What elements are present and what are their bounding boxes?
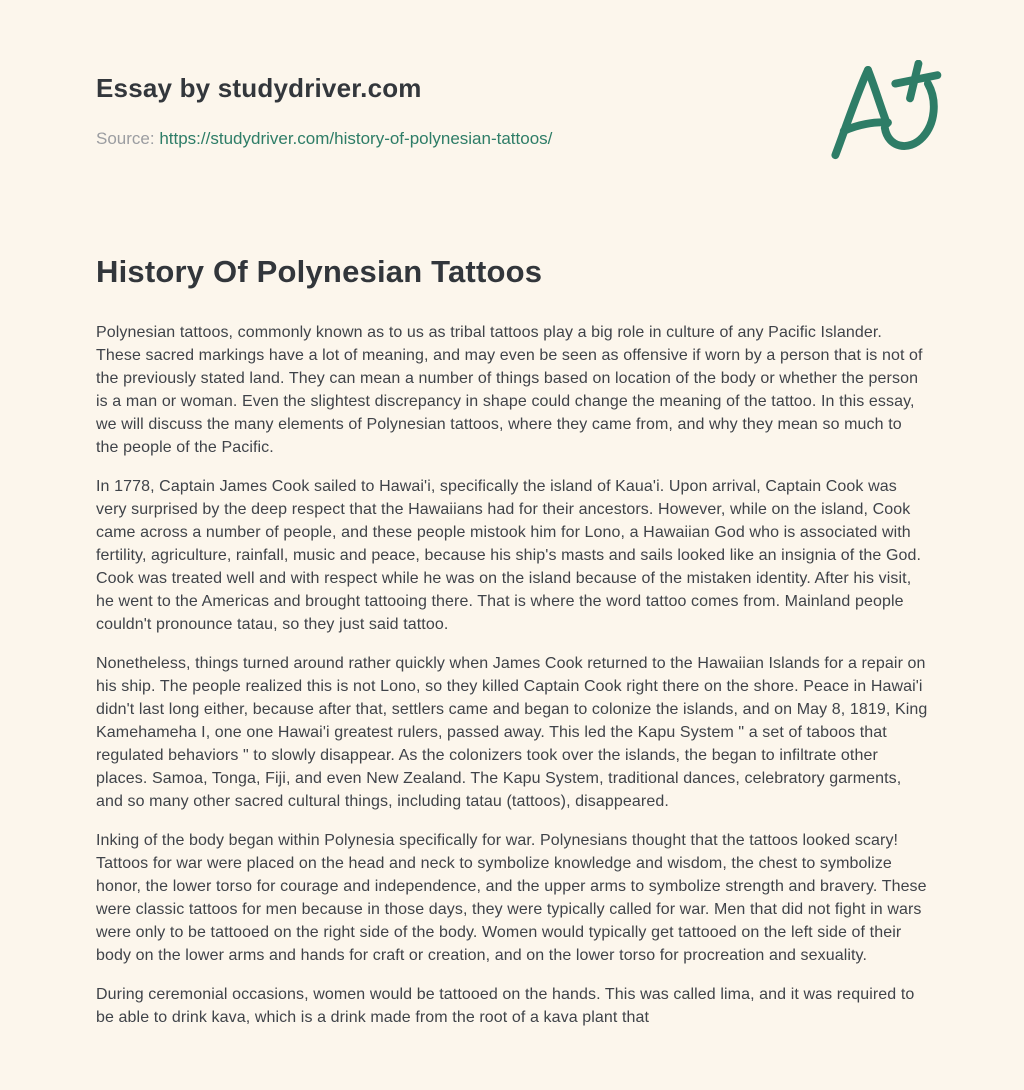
essay-body <box>96 321 928 1029</box>
source-link[interactable]: https://studydriver.com/history-of-polynesian-tattoos/ <box>159 128 553 148</box>
page-header <box>96 74 928 149</box>
source-label: Source: <box>96 128 155 148</box>
essay-paragraph: In 1778, Captain James Cook sailed to Hawai'i, specifically the island of Kaua'i. Upon arrival, Captain Cook was very surprised by the deep respect that the Hawaiians had for their ancestors. However, while on the island, Cook came across a number of people, and these people mistook him for Lono, a Hawaiian God who is associated with fertility, agriculture, rainfall, music and peace, because his ship's masts and sails looked like an insignia of the God. Cook was treated well and with respect while he was on the island because of the mistaken identity. After his visit, he went to the Americas and brought tattooing there. That is where the word tattoo comes from. Mainland people couldn't pronounce tatau, so they just said tattoo. <box>96 477 922 633</box>
source-line <box>96 129 928 149</box>
a-plus-logo-icon <box>828 60 950 164</box>
byline: Essay by studydriver.com <box>96 73 422 103</box>
essay-paragraph: During ceremonial occasions, women would be tattooed on the hands. This was called lima, and it was required to be able to drink kava, which is a drink made from the root of a kava plant that <box>96 985 915 1026</box>
essay-title: History Of Polynesian Tattoos <box>96 253 543 289</box>
essay-paragraph: Inking of the body began within Polynesia specifically for war. Polynesians thought that the tattoos looked scary! Tattoos for war were placed on the head and neck to symbolize knowledge and wisdom, the chest to symbolize honor, the lower torso for courage and independence, and the upper arms to symbolize strength and bravery. These were classic tattoos for men because in those days, they were typically called for war. Men that did not fight in wars were only to be tattooed on the right side of the body. Women would typically get tattooed on the left side of their body on the lower arms and hands for craft or creation, and on the lower torso for procreation and sexuality. <box>96 831 927 964</box>
essay-paragraph: Nonetheless, things turned around rather quickly when James Cook returned to the Hawaiian Islands for a repair on his ship. The people realized this is not Lono, so they killed Captain Cook right there on the shore. Peace in Hawai'i didn't last long either, because after that, settlers came and began to colonize the islands, and on May 8, 1819, King Kamehameha I, one one Hawai'i greatest rulers, passed away. This led the Kapu System " a set of taboos that regulated behaviors " to slowly disappear. As the colonizers took over the islands, the began to infiltrate other places. Samoa, Tonga, Fiji, and even New Zealand. The Kapu System, traditional dances, celebratory garments, and so many other sacred cultural things, including tatau (tattoos), disappeared. <box>96 654 928 810</box>
essay-paragraph: Polynesian tattoos, commonly known as to us as tribal tattoos play a big role in culture of any Pacific Islander. These sacred markings have a lot of meaning, and may even be seen as offensive if worn by a person that is not of the previously stated land. They can mean a number of things based on location of the body or whether the person is a man or woman. Even the slightest discrepancy in shape could change the meaning of the tattoo. In this essay, we will discuss the many elements of Polynesian tattoos, where they came from, and why they mean so much to the people of the Pacific. <box>96 323 923 456</box>
